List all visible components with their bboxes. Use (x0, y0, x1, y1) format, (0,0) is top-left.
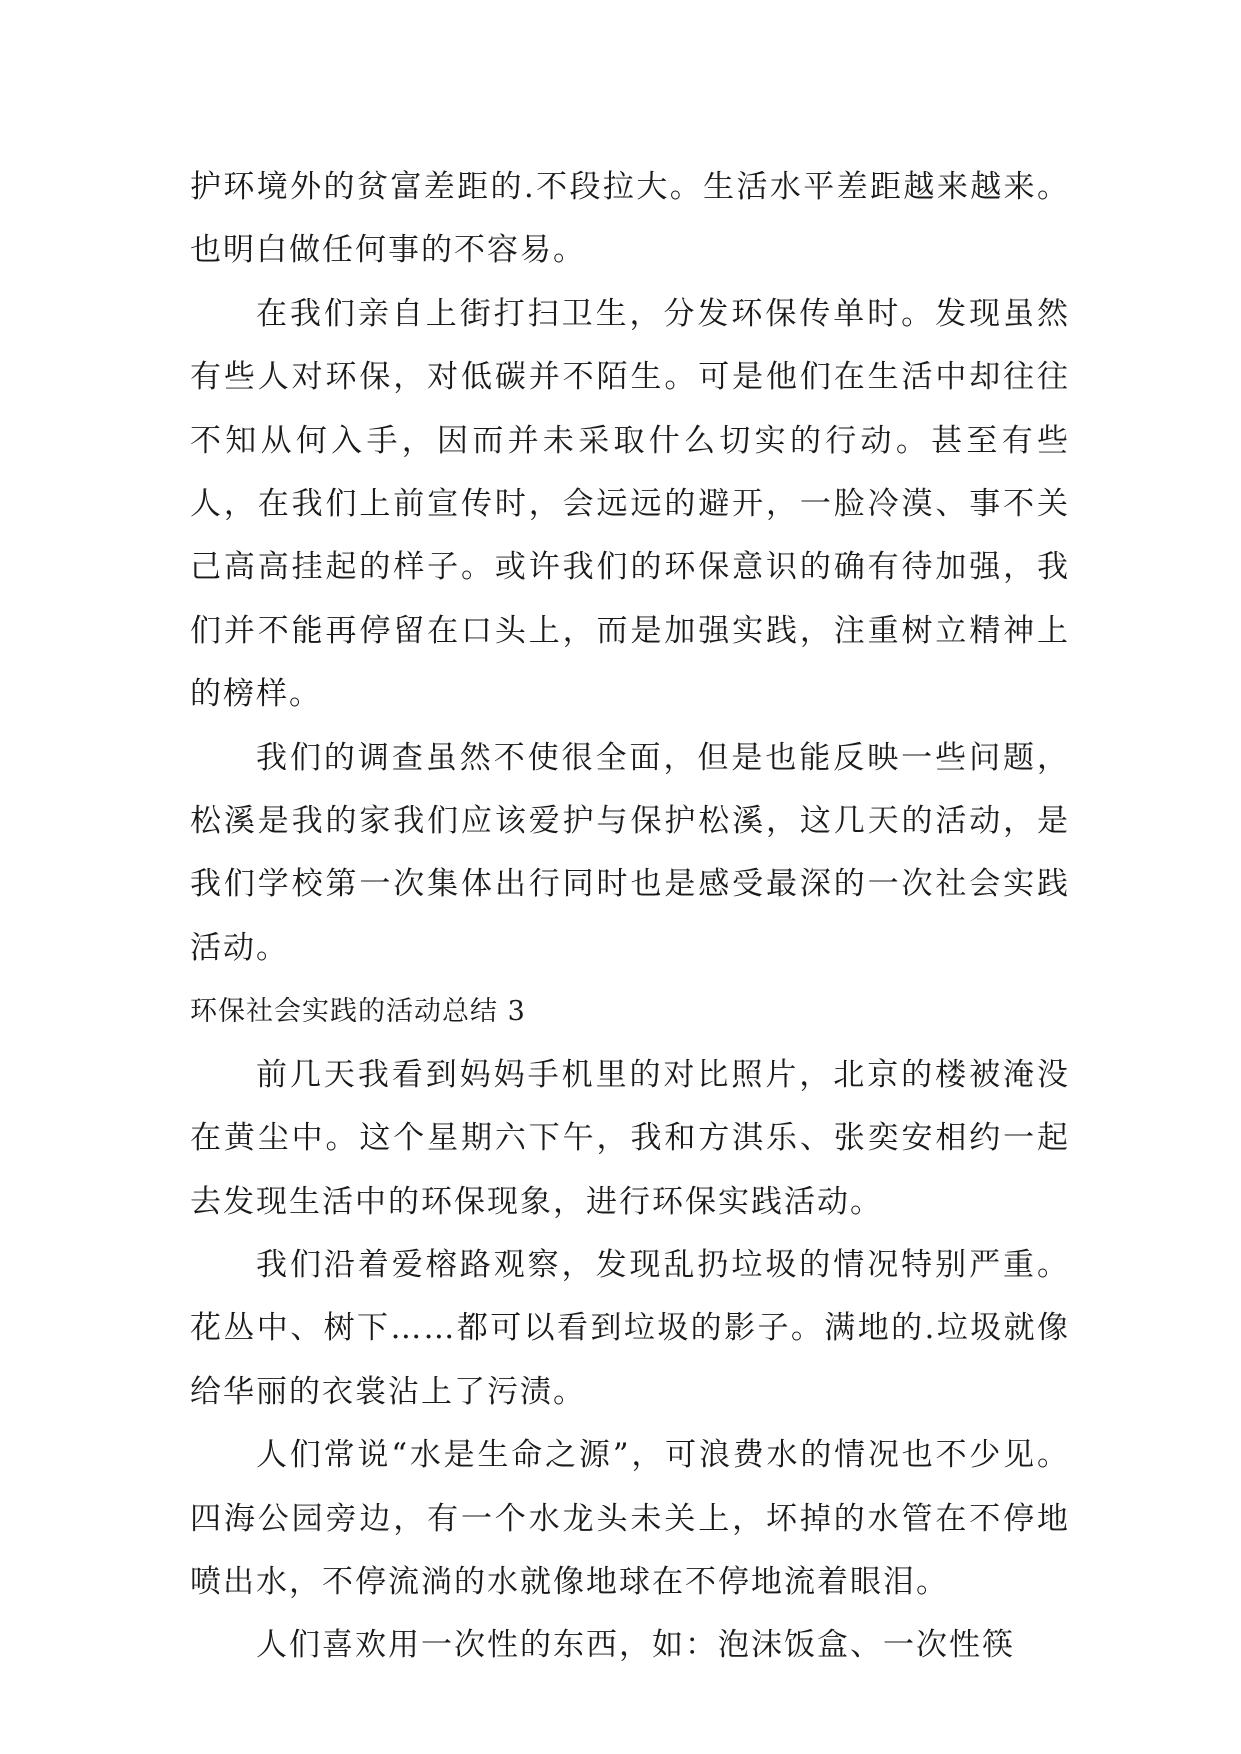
paragraph-songxi-survey: 我们的调查虽然不使很全面，但是也能反映一些问题，松溪是我的家我们应该爱护与保护松溪，这几天的活动，是我们学校第一次集体出行同时也是感受最深的一次社会实践活动。 (190, 739, 1070, 966)
paragraph-continuation: 护环境外的贫富差距的.不段拉大。生活水平差距越来越来。也明白做任何事的不容易。 (190, 169, 1070, 269)
paragraph-water-waste: 人们常说“水是生命之源”，可浪费水的情况也不少见。四海公园旁边，有一个水龙头未关上，坏掉的水管在不停地喷出水，不停流淌的水就像地球在不停地流着眼泪。 (190, 1437, 1070, 1600)
document-body (190, 156, 1070, 1678)
paragraph-street-cleaning: 在我们亲自上街打扫卫生，分发环保传单时。发现虽然有些人对环保，对低碳并不陌生。可是他们在生活中却往往不知从何入手，因而并未采取什么切实的行动。甚至有些人，在我们上前宣传时，会远远的避开，一脸冷漠、事不关己高高挂起的样子。或许我们的环保意识的确有待加强，我们并不能再停留在口头上，而是加强实践，注重树立精神上的榜样。 (190, 295, 1070, 713)
section-heading: 环保社会实践的活动总结 3 (190, 996, 526, 1028)
paragraph-beijing-photos: 前几天我看到妈妈手机里的对比照片，北京的楼被淹没在黄尘中。这个星期六下午，我和方淇乐、张奕安相约一起去发现生活中的环保现象，进行环保实践活动。 (190, 1056, 1070, 1220)
paragraph-litter: 我们沿着爱榕路观察，发现乱扔垃圾的情况特别严重。花丛中、树下……都可以看到垃圾的影子。满地的.垃圾就像给华丽的衣裳沾上了污渍。 (190, 1246, 1070, 1410)
paragraph-disposables: 人们喜欢用一次性的东西，如：泡沫饭盒、一次性筷 (256, 1627, 1015, 1664)
